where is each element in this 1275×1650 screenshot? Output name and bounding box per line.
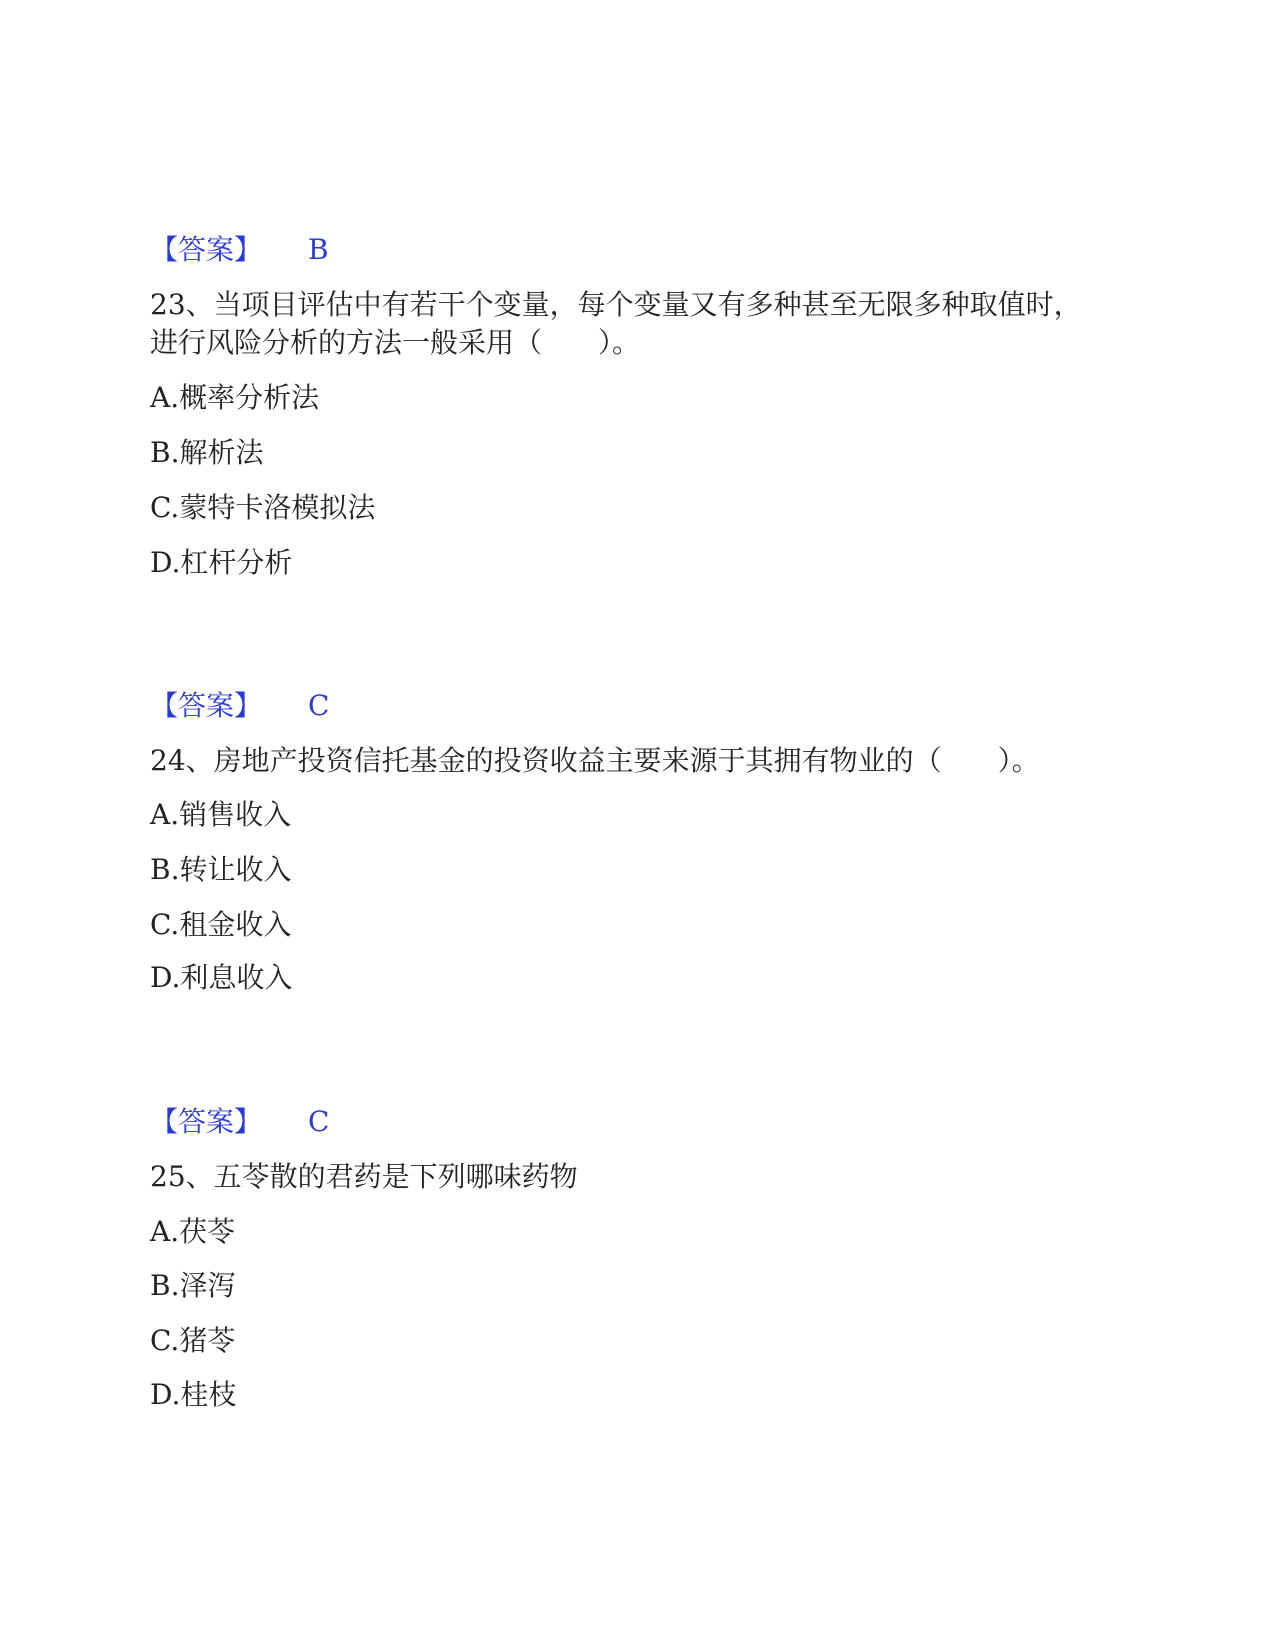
question-23-text-line2: 进行风险分析的方法一般采用（ ）。	[150, 326, 641, 359]
question-23-option-c: C.蒙特卡洛模拟法	[150, 491, 376, 524]
question-23-text-line1: 23、当项目评估中有若干个变量，每个变量又有多种甚至无限多种取值时，	[150, 288, 1082, 321]
answer-label: 【答案】	[150, 689, 263, 722]
answer-row	[150, 688, 330, 724]
answer-label: 【答案】	[150, 1105, 263, 1138]
answer-value: C	[308, 689, 330, 722]
answer-row	[150, 1104, 330, 1140]
question-23-option-b: B.解析法	[150, 436, 264, 469]
question-23-option-a: A.概率分析法	[150, 381, 320, 414]
question-25-option-b: B.泽泻	[150, 1269, 236, 1302]
question-23-option-d: D.杠杆分析	[150, 546, 293, 579]
question-25-text-line1: 25、五苓散的君药是下列哪味药物	[150, 1160, 578, 1193]
question-25-option-a: A.茯苓	[150, 1215, 236, 1248]
question-24-option-c: C.租金收入	[150, 908, 292, 941]
question-24-option-b: B.转让收入	[150, 853, 292, 886]
question-25-option-d: D.桂枝	[150, 1378, 237, 1411]
question-24-option-a: A.销售收入	[150, 798, 292, 831]
question-24-option-d: D.利息收入	[150, 961, 293, 994]
question-24-text-line1: 24、房地产投资信托基金的投资收益主要来源于其拥有物业的（ ）。	[150, 744, 1040, 777]
answer-value: C	[308, 1105, 330, 1138]
answer-row	[150, 232, 329, 268]
question-25-option-c: C.猪苓	[150, 1324, 236, 1357]
answer-label: 【答案】	[150, 233, 263, 266]
answer-value: B	[308, 233, 329, 266]
